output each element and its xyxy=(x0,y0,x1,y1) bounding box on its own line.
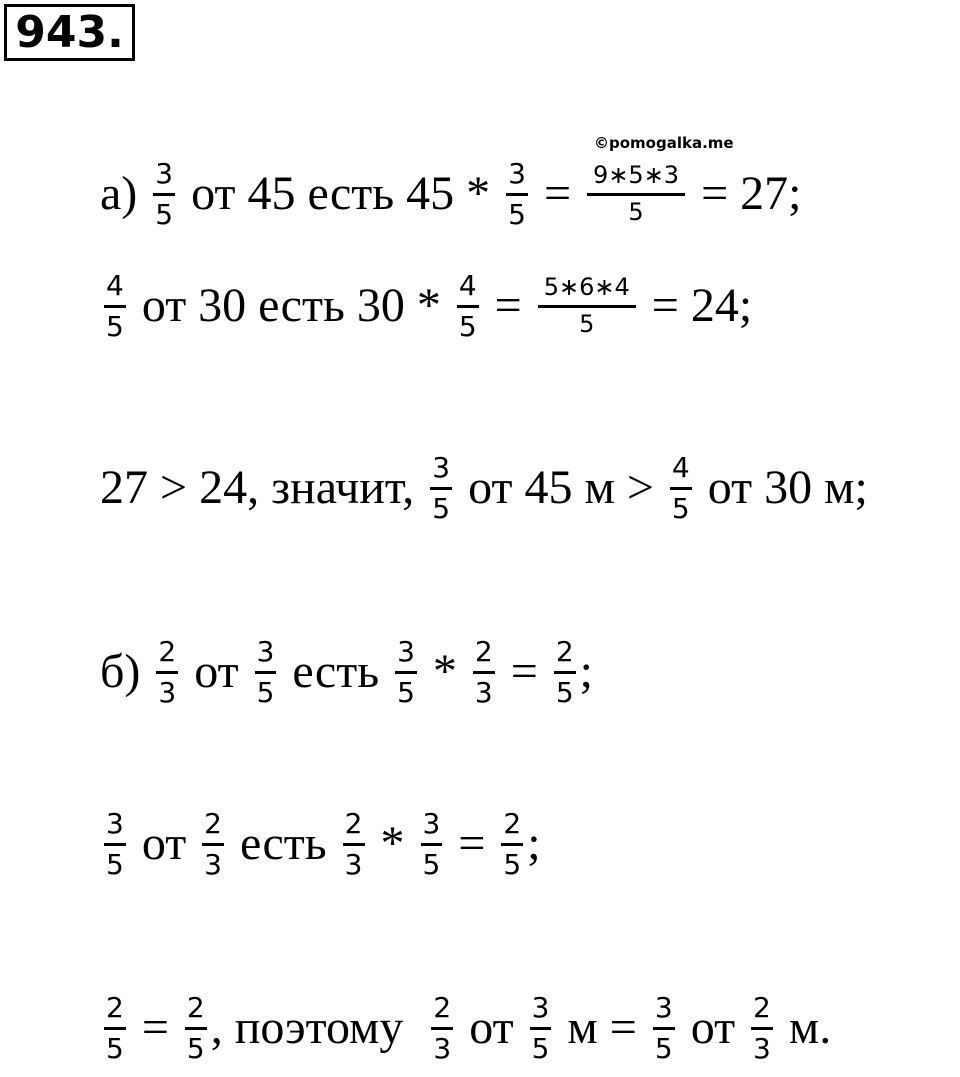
fraction xyxy=(670,452,692,525)
text-segment: , поэтому xyxy=(210,1001,428,1055)
fraction-numerator: 3 xyxy=(654,991,673,1024)
fraction-bar xyxy=(431,1027,453,1030)
solution-line-a2 xyxy=(100,270,752,343)
text-segment: от 30 м; xyxy=(695,461,868,515)
fraction-bar xyxy=(587,193,685,196)
fraction-denominator: 5 xyxy=(422,848,441,882)
fraction-bar xyxy=(255,671,277,674)
fraction-bar xyxy=(395,671,417,674)
fraction-denominator: 5 xyxy=(503,848,522,882)
text-segment: от xyxy=(457,1001,526,1055)
fraction-denominator: 5 xyxy=(155,198,174,232)
fraction-denominator: 3 xyxy=(344,848,363,882)
fraction-numerator: 2 xyxy=(555,635,574,668)
fraction-bar xyxy=(506,193,528,196)
fraction-bar xyxy=(153,193,175,196)
fraction-numerator: 2 xyxy=(433,991,452,1024)
fraction xyxy=(530,992,552,1065)
fraction xyxy=(104,808,126,881)
fraction xyxy=(153,158,175,231)
solution-line-b3 xyxy=(100,992,831,1065)
fraction-numerator: 3 xyxy=(397,635,415,668)
fraction-numerator: 3 xyxy=(106,807,124,840)
fraction-bar xyxy=(501,843,523,846)
fraction-bar xyxy=(430,487,452,490)
fraction xyxy=(538,274,636,338)
fraction-denominator: 5 xyxy=(458,310,477,344)
fraction xyxy=(473,636,495,709)
fraction-denominator: 5 xyxy=(106,848,124,882)
watermark-text: ©pomogalka.me xyxy=(594,134,734,152)
fraction-numerator: 3 xyxy=(531,991,550,1024)
fraction-bar xyxy=(202,843,224,846)
fraction xyxy=(653,992,675,1065)
fraction xyxy=(343,808,365,881)
fraction-denominator: 5 xyxy=(256,676,275,710)
fraction xyxy=(506,158,528,231)
text-segment: = xyxy=(482,279,534,333)
fraction-denominator: 5 xyxy=(106,1032,124,1066)
fraction-denominator: 5 xyxy=(432,492,451,526)
fraction-bar xyxy=(104,1027,126,1030)
fraction-bar xyxy=(530,1027,552,1030)
fraction-denominator: 5 xyxy=(579,310,595,339)
fraction-denominator: 3 xyxy=(753,1032,771,1066)
fraction-bar xyxy=(751,1027,773,1030)
fraction-numerator: 2 xyxy=(106,991,124,1024)
text-segment: * xyxy=(368,817,417,871)
fraction-numerator: 3 xyxy=(508,157,526,190)
solution-line-a1 xyxy=(100,158,801,231)
fraction-numerator: 4 xyxy=(671,451,690,484)
fraction-bar xyxy=(156,671,178,674)
fraction-denominator: 5 xyxy=(186,1032,205,1066)
fraction-denominator: 3 xyxy=(204,848,222,882)
text-segment: = xyxy=(531,167,584,221)
text-segment: а) xyxy=(100,167,150,221)
fraction-denominator: 5 xyxy=(531,1032,550,1066)
fraction-bar xyxy=(185,1027,207,1030)
fraction-numerator: 5∗6∗4 xyxy=(543,273,630,302)
fraction xyxy=(185,992,207,1065)
fraction-denominator: 5 xyxy=(628,198,644,227)
fraction-bar xyxy=(421,843,443,846)
text-segment: м = xyxy=(555,1001,649,1055)
text-segment: от xyxy=(182,645,251,699)
fraction-bar xyxy=(670,487,692,490)
fraction xyxy=(501,808,523,881)
fraction-numerator: 3 xyxy=(422,807,441,840)
fraction xyxy=(431,992,453,1065)
text-segment: от 45 есть 45 * xyxy=(179,167,503,221)
text-segment: * xyxy=(420,645,469,699)
fraction xyxy=(202,808,224,881)
fraction-numerator: 4 xyxy=(106,269,124,302)
fraction xyxy=(104,992,126,1065)
fraction-bar xyxy=(457,305,479,308)
fraction xyxy=(156,636,178,709)
fraction-numerator: 2 xyxy=(186,991,205,1024)
solution-line-a3 xyxy=(100,452,868,525)
text-segment: от xyxy=(129,817,199,871)
fraction-denominator: 5 xyxy=(555,676,574,710)
text-segment: = 27; xyxy=(689,167,802,221)
text-segment: от xyxy=(678,1001,748,1055)
text-segment: есть xyxy=(280,645,392,699)
fraction xyxy=(255,636,277,709)
fraction-denominator: 5 xyxy=(106,310,124,344)
fraction xyxy=(751,992,773,1065)
fraction xyxy=(421,808,443,881)
fraction-bar xyxy=(104,305,126,308)
text-segment: = 24; xyxy=(639,279,753,333)
fraction-denominator: 5 xyxy=(397,676,415,710)
text-segment: м. xyxy=(776,1001,832,1055)
fraction xyxy=(395,636,417,709)
fraction-bar xyxy=(653,1027,675,1030)
fraction-bar xyxy=(473,671,495,674)
fraction-numerator: 2 xyxy=(204,807,222,840)
fraction xyxy=(587,162,685,226)
fraction-numerator: 2 xyxy=(158,635,177,668)
fraction-denominator: 5 xyxy=(671,492,690,526)
text-segment: 27 > 24, значит, xyxy=(100,461,427,515)
fraction xyxy=(104,270,126,343)
fraction-bar xyxy=(343,843,365,846)
solution-line-b1 xyxy=(100,636,593,709)
fraction-bar xyxy=(104,843,126,846)
text-segment: = xyxy=(129,1001,181,1055)
text-segment: от 30 есть 30 * xyxy=(129,279,453,333)
fraction-denominator: 3 xyxy=(433,1032,452,1066)
problem-number: 943. xyxy=(4,4,135,61)
solution-line-b2 xyxy=(100,808,541,881)
fraction-bar xyxy=(554,671,576,674)
text-segment: от 45 м > xyxy=(456,461,666,515)
text-segment: ; xyxy=(527,817,541,871)
text-segment: б) xyxy=(100,645,153,699)
fraction-denominator: 5 xyxy=(654,1032,673,1066)
fraction-numerator: 3 xyxy=(155,157,174,190)
fraction-numerator: 2 xyxy=(503,807,522,840)
fraction-numerator: 2 xyxy=(344,807,363,840)
fraction-numerator: 9∗5∗3 xyxy=(593,161,680,190)
text-segment: ; xyxy=(579,645,593,699)
fraction-numerator: 3 xyxy=(432,451,451,484)
fraction-denominator: 5 xyxy=(508,198,526,232)
text-segment: = xyxy=(498,645,550,699)
text-segment: = xyxy=(446,817,498,871)
fraction xyxy=(457,270,479,343)
fraction-denominator: 3 xyxy=(158,676,177,710)
text-segment: есть xyxy=(228,817,339,871)
fraction xyxy=(554,636,576,709)
fraction xyxy=(430,452,452,525)
fraction-denominator: 3 xyxy=(474,676,493,710)
fraction-numerator: 3 xyxy=(256,635,275,668)
fraction-numerator: 2 xyxy=(474,635,493,668)
fraction-numerator: 4 xyxy=(458,269,477,302)
fraction-numerator: 2 xyxy=(753,991,771,1024)
fraction-bar xyxy=(538,305,636,308)
